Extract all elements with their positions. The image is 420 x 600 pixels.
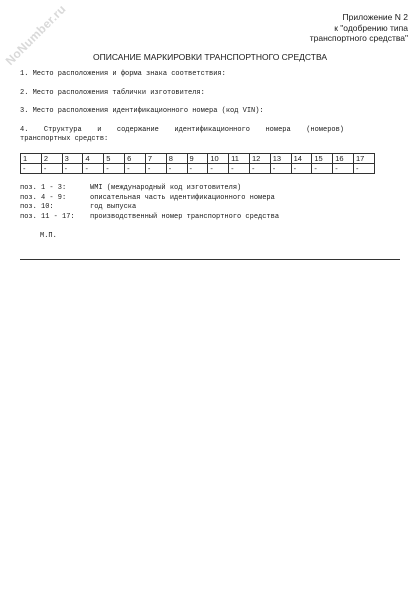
vin-header-cell: 5 (104, 154, 125, 164)
position-legend (20, 184, 279, 222)
vin-value-cell: - (354, 164, 375, 174)
watermark: NoNumber.ru (2, 2, 69, 68)
item-2: 2. Место расположения таблички изготовителя: (20, 89, 205, 97)
vin-header-cell: 11 (229, 154, 250, 164)
vin-value-cell: - (145, 164, 166, 174)
vin-value-cell: - (187, 164, 208, 174)
vin-value-cell: - (312, 164, 333, 174)
vin-header-cell: 4 (83, 154, 104, 164)
vin-value-cell: - (125, 164, 146, 174)
vin-header-cell: 8 (166, 154, 187, 164)
vin-header-cell: 14 (291, 154, 312, 164)
annex-line: к "одобрению типа (334, 22, 408, 33)
vin-header-cell: 2 (41, 154, 62, 164)
position-description: WMI (международный код изготовителя) (90, 184, 242, 192)
vin-value-cell: - (104, 164, 125, 174)
position-row (20, 213, 279, 223)
item-1: 1. Место расположения и форма знака соответствия: (20, 70, 226, 78)
position-row (20, 194, 279, 204)
vin-header-row (21, 154, 375, 164)
vin-header-cell: 9 (187, 154, 208, 164)
annex-header (258, 12, 408, 44)
separator-line (20, 259, 400, 260)
vin-value-row (21, 164, 375, 174)
vin-value-cell: - (41, 164, 62, 174)
document-title: ОПИСАНИЕ МАРКИРОВКИ ТРАНСПОРТНОГО СРЕДСТВА (92, 52, 328, 62)
item-4-line-1 (20, 126, 344, 135)
position-description: производственный номер транспортного средства (90, 212, 280, 221)
vin-structure-table (20, 153, 375, 174)
position-row (20, 184, 279, 194)
item-4-word: (номеров) (306, 126, 344, 134)
vin-value-cell: - (62, 164, 83, 174)
item-4-word: номера (265, 126, 291, 134)
position-range: поз. 10: (20, 203, 54, 211)
vin-header-cell: 7 (145, 154, 166, 164)
vin-header-cell: 10 (208, 154, 229, 164)
vin-value-cell: - (21, 164, 42, 174)
vin-header-cell: 16 (333, 154, 354, 164)
vin-value-cell: - (208, 164, 229, 174)
vin-value-cell: - (333, 164, 354, 174)
vin-value-cell: - (83, 164, 104, 174)
stamp-placeholder: М.П. (40, 232, 57, 240)
vin-value-cell: - (249, 164, 270, 174)
vin-header-cell: 17 (354, 154, 375, 164)
vin-header-cell: 1 (21, 154, 42, 164)
position-description: описательная часть идентификационного номера (90, 193, 275, 202)
vin-value-cell: - (166, 164, 187, 174)
annex-line: Приложение N 2 (342, 12, 408, 22)
position-range: поз. 4 - 9: (20, 193, 67, 202)
item-4-word: Структура (43, 126, 82, 134)
item-4 (20, 126, 344, 144)
item-4-word: и (97, 126, 102, 134)
item-4-word: идентификационного (174, 126, 250, 134)
vin-value-cell: - (291, 164, 312, 174)
item-4-word: 4. (20, 126, 29, 134)
position-range: поз. 11 - 17: (20, 212, 75, 221)
vin-header-cell: 3 (62, 154, 83, 164)
position-description: год выпуска (90, 203, 137, 211)
vin-header-cell: 6 (125, 154, 146, 164)
vin-value-cell: - (229, 164, 250, 174)
annex-line: транспортного средства" (309, 33, 408, 43)
vin-value-cell: - (270, 164, 291, 174)
vin-header-cell: 13 (270, 154, 291, 164)
vin-header-cell: 12 (249, 154, 270, 164)
position-row (20, 203, 279, 213)
item-4-word: содержание (116, 126, 159, 134)
item-4-line-2: транспортных средств: (20, 135, 109, 143)
vin-header-cell: 15 (312, 154, 333, 164)
item-3: 3. Место расположения идентификационного номера (код VIN): (20, 107, 264, 115)
position-range: поз. 1 - 3: (20, 184, 67, 192)
